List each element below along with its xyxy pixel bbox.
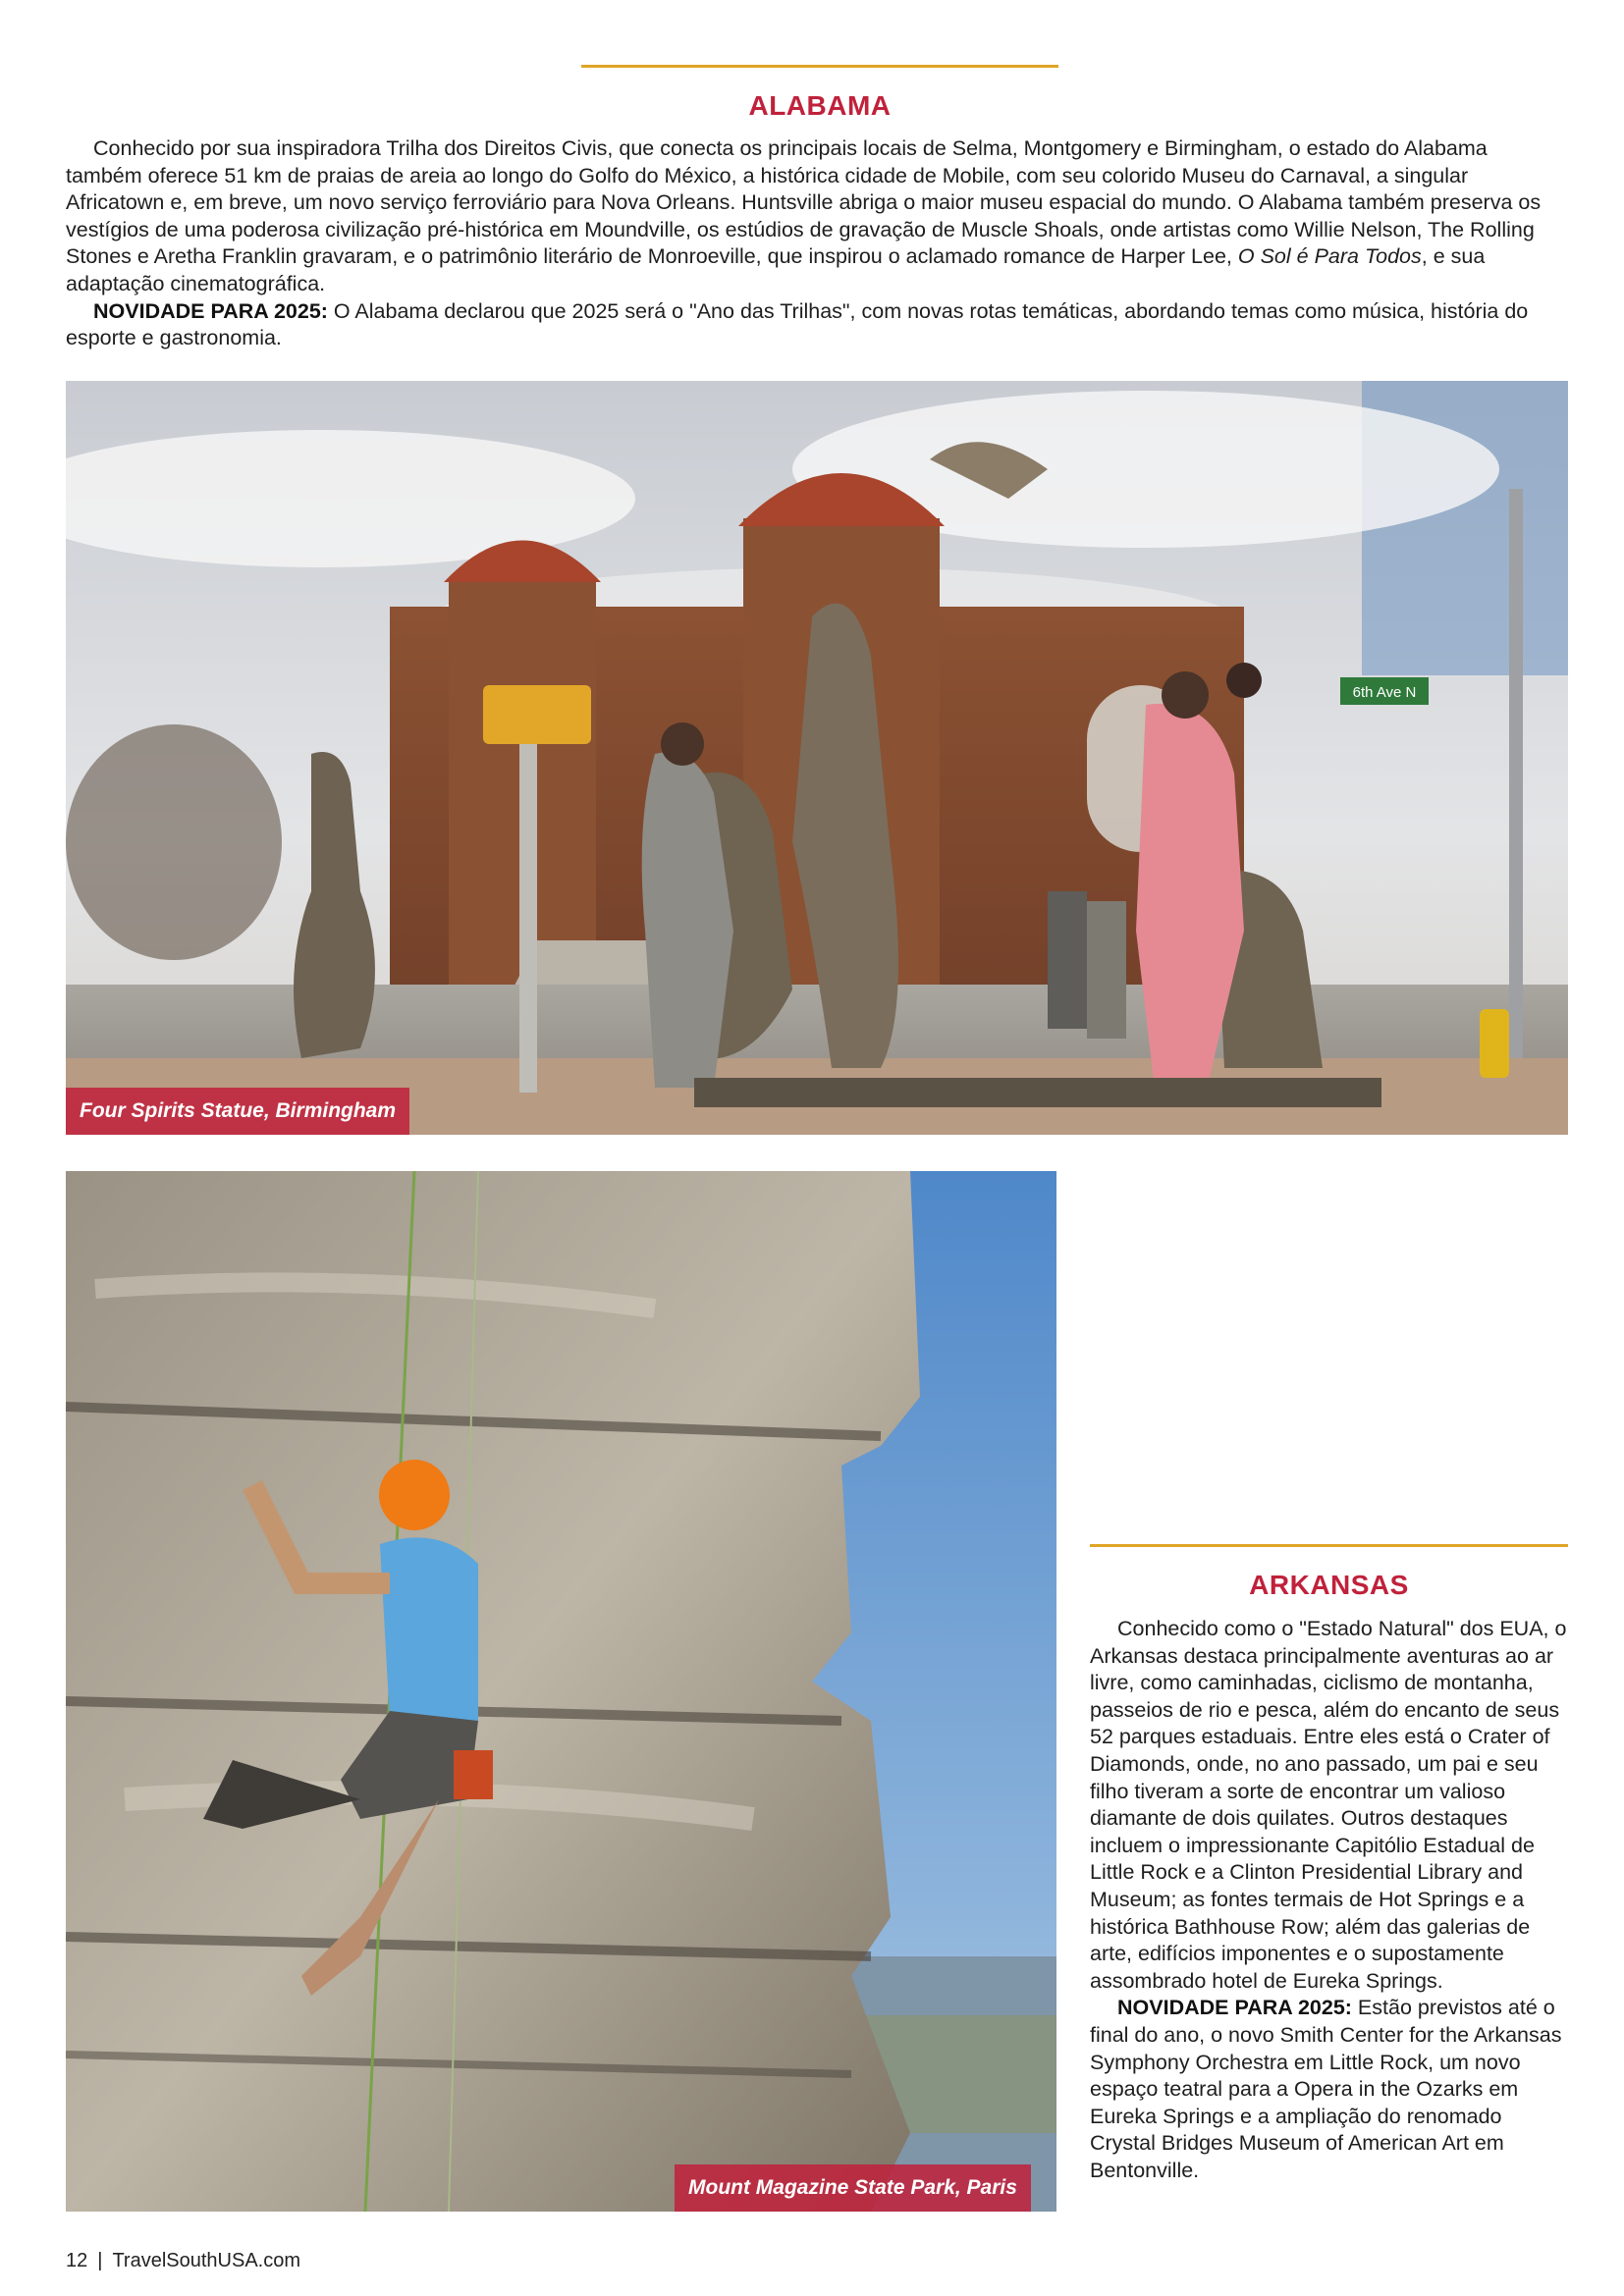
book-title: O Sol é Para Todos [1237,244,1422,269]
arkansas-title: ARKANSAS [1249,1570,1409,1600]
page-footer [66,2250,300,2272]
four-spirits-photo [66,381,1568,1135]
mount-magazine-caption: Mount Magazine State Park, Paris [675,2164,1031,2212]
arkansas-paragraph-1: Conhecido como o "Estado Natural" dos EUA, o Arkansas destaca principalmente aventuras ao ar livre, como caminhadas, ciclismo de montanha, passeios de rio e pesca, além do encanto de seus 52 parques estaduais. Entre eles está o Crater of Diamonds, onde, no ano passado, um pai e seu filho tiveram a sorte de encontrar um valioso diamante de dois quilates. Outros destaques incluem o impressionante Capitólio Estadual de Little Rock e a Clinton Presidential Library and Museum; as fontes termais de Hot Springs e a histórica Bathhouse Row; além das galerias de arte, edifícios imponentes e o supostamente assombrado hotel de Eureka Springs. [1090,1617,1567,1993]
footer-site-link[interactable]: TravelSouthUSA.com [112,2250,301,2271]
arkansas-body [1090,1616,1572,2184]
alabama-top-rule [581,65,1058,68]
alabama-title: ALABAMA [748,90,892,121]
arkansas-top-rule [1090,1544,1568,1547]
four-spirits-caption: Four Spirits Statue, Birmingham [66,1088,409,1135]
page-number: 12 [66,2250,88,2271]
alabama-paragraph-news: NOVIDADE PARA 2025: O Alabama declarou que 2025 será o "Ano das Trilhas", com novas rotas temáticas, abordando temas como música, história do esporte e gastronomia. [66,298,1529,350]
mount-magazine-photo [66,1171,1056,2212]
alabama-news-label: NOVIDADE PARA 2025: [93,298,328,323]
arkansas-news-label: NOVIDADE PARA 2025: [1117,1996,1352,2020]
alabama-body [66,135,1558,352]
arkansas-paragraph-news: NOVIDADE PARA 2025: Estão previstos até o final do ano, o novo Smith Center for the Arkansas Symphony Orchestra em Little Rock, um novo espaço teatral para a Opera in the Ozarks em Eureka Springs e a ampliação do renomado Crystal Bridges Museum of American Art em Bentonville. [1090,1996,1562,2182]
footer-separator: | [97,2250,103,2271]
street-sign-text: 6th Ave N [1352,684,1417,701]
alabama-paragraph-1: Conhecido por sua inspiradora Trilha dos Direitos Civis, que conecta os principais locais de Selma, Montgomery e Birmingham, o estado do Alabama também oferece 51 km de praias de areia ao longo do Golfo do México, a histórica cidade de Mobile, com seu colorido Museu do Carnaval, a singular Africatown e, em breve, um novo serviço ferroviário para Nova Orleans. Huntsville abriga o maior museu espacial do mundo. O Alabama também preserva os vestígios de uma poderosa civilização pré-histórica em Moundville, os estúdios de gravação de Muscle Shoals, onde artistas como Willie Nelson, The Rolling Stones e Aretha Franklin gravaram, e o patrimônio literário de Monroeville, que inspirou o aclamado romance de Harper Lee, O Sol é Para Todos, e sua adaptação cinematográfica. [66,136,1542,295]
